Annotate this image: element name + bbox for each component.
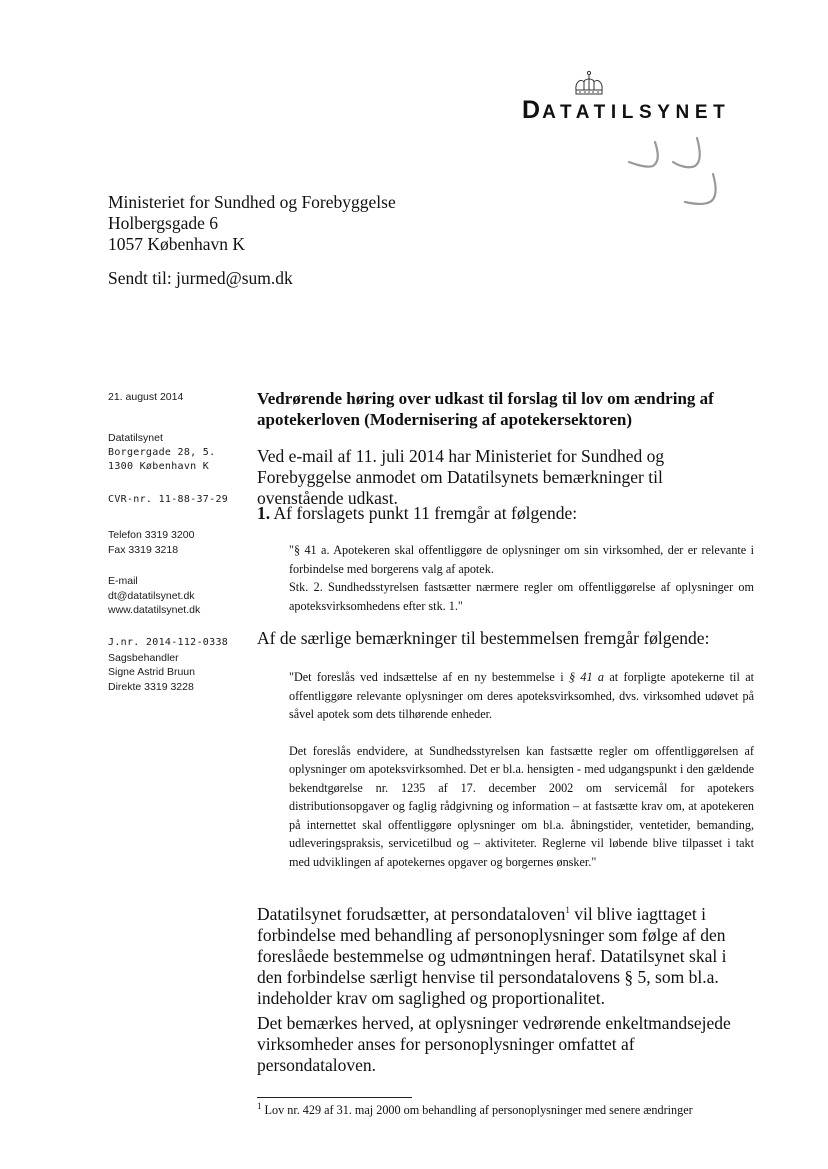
fax-number: Fax 3319 3218	[108, 543, 179, 556]
assumption-paragraph: Datatilsynet forudsætter, at persondataloven$^1$ vil blive iagttaget i forbindelse med behandling af personoplysninger som følge af den foreslåede bestemmelse og udmøntningen heraf. Datatilsynet skal i den forbindelse særligt henvise til persondatalovens § 5, som bl.a. indeholder krav om saglighed og proportionalitet.	[257, 904, 727, 1008]
quote-provision-para-1: "§ 41 a. Apotekeren skal offentliggøre de oplysninger om sin virksomhed, der er relevante i forbindelse med borgerens valg af apotek.	[289, 543, 754, 576]
crown-logo-icon	[572, 70, 606, 98]
sent-to-line: Sendt til: jurmed@sum.dk	[108, 268, 293, 288]
sender-city: 1300 København K	[108, 461, 210, 472]
recipient-city: 1057 København K	[108, 234, 246, 254]
case-details	[108, 636, 228, 694]
quoted-provision	[289, 541, 754, 615]
letter-date: 21. august 2014	[108, 391, 184, 403]
case-number: J.nr. 2014-112-0338	[108, 637, 229, 648]
point-1-number: 1.	[257, 503, 271, 523]
case-handler-label: Sagsbehandler	[108, 651, 179, 664]
quoted-remarks	[289, 668, 754, 871]
cvr-number: CVR-nr. 11-88-37-29	[108, 494, 229, 505]
footnote-divider	[257, 1097, 412, 1098]
recipient-street: Holbergsgade 6	[108, 213, 218, 233]
sender-address	[108, 431, 215, 475]
footnote: $^1$ Lov nr. 429 af 31. maj 2000 om behandling af personoplysninger med senere ændringer	[257, 1100, 693, 1117]
point-1-text: Af forslagets punkt 11 fremgår at følgende:	[273, 503, 578, 523]
contact-numbers	[108, 528, 194, 557]
direct-phone: Direkte 3319 3228	[108, 680, 194, 693]
phone-number: Telefon 3319 3200	[108, 529, 195, 541]
intro-paragraph: Ved e-mail af 11. juli 2014 har Ministeriet for Sundhed og Forebyggelse anmodet om Datatilsynets bemærkninger til ovenstående udkast.	[257, 446, 665, 508]
email-link[interactable]: dt@datatilsynet.dk	[108, 589, 195, 602]
received-stamp-marks	[615, 132, 725, 212]
recipient-address	[108, 192, 396, 255]
sender-org: Datatilsynet	[108, 432, 163, 444]
quote-provision-para-2: Stk. 2. Sundhedsstyrelsen fastsætter nærmere regler om offentliggørelse af oplysninger om apoteksvirksomhedens efter stk. 1."	[289, 580, 754, 613]
quote-remarks-para-2: Det foreslås endvidere, at Sundhedsstyrelsen kan fastsætte regler om offentliggørelsen af oplysninger om apoteksvirksomhed. Det er bl.a. hensigten - med udgangspunkt i den gældende bekendtgørelse nr. 1235 af 17. december 2002 om servicemål for apotekers distributionsopgaver og faglig rådgivning og information – at fastsætte krav om, at apotekeren på internettet skal offentliggøre oplysninger om bl.a. åbningstider, ventetider, bemanding, udleveringspraksis, servicetilbud og – aktiviteter. Reglerne vil løbende blive tilpasset i takt med udviklingen af apotekernes opgaver og borgernes ønsker."	[289, 743, 754, 869]
footnote-ref: 1	[565, 905, 570, 916]
case-handler-name: Signe Astrid Bruun	[108, 666, 195, 678]
sender-street: Borgergade 28, 5.	[108, 446, 216, 458]
agency-logotype: DATATILSYNET	[522, 96, 731, 124]
recipient-name: Ministeriet for Sundhed og Forebyggelse	[108, 192, 396, 212]
remarks-intro: Af de særlige bemærkninger til bestemmelsen fremgår følgende:	[257, 628, 710, 648]
email-label: E-mail	[108, 575, 138, 587]
letter-subject: Vedrørende høring over udkast til forslag til lov om ændring af apotekerloven (Modernisering af apotekersektoren)	[257, 389, 714, 429]
closing-paragraph: Det bemærkes herved, at oplysninger vedrørende enkeltmandsejede virksomheder anses for personoplysninger omfattet af persondataloven.	[257, 1013, 731, 1075]
online-contact	[108, 574, 200, 618]
point-1-heading	[257, 503, 752, 524]
website-link[interactable]: www.datatilsynet.dk	[108, 604, 201, 616]
quote-remarks-para-1: "Det foreslås ved indsættelse af en ny bestemmelse i § 41 a at forpligte apotekerne til at offentliggøre relevante oplysninger om deres apoteksvirksomhed, dvs. virksomhed udøvet på såvel apotek som dets tilhørende enheder.	[289, 670, 754, 721]
